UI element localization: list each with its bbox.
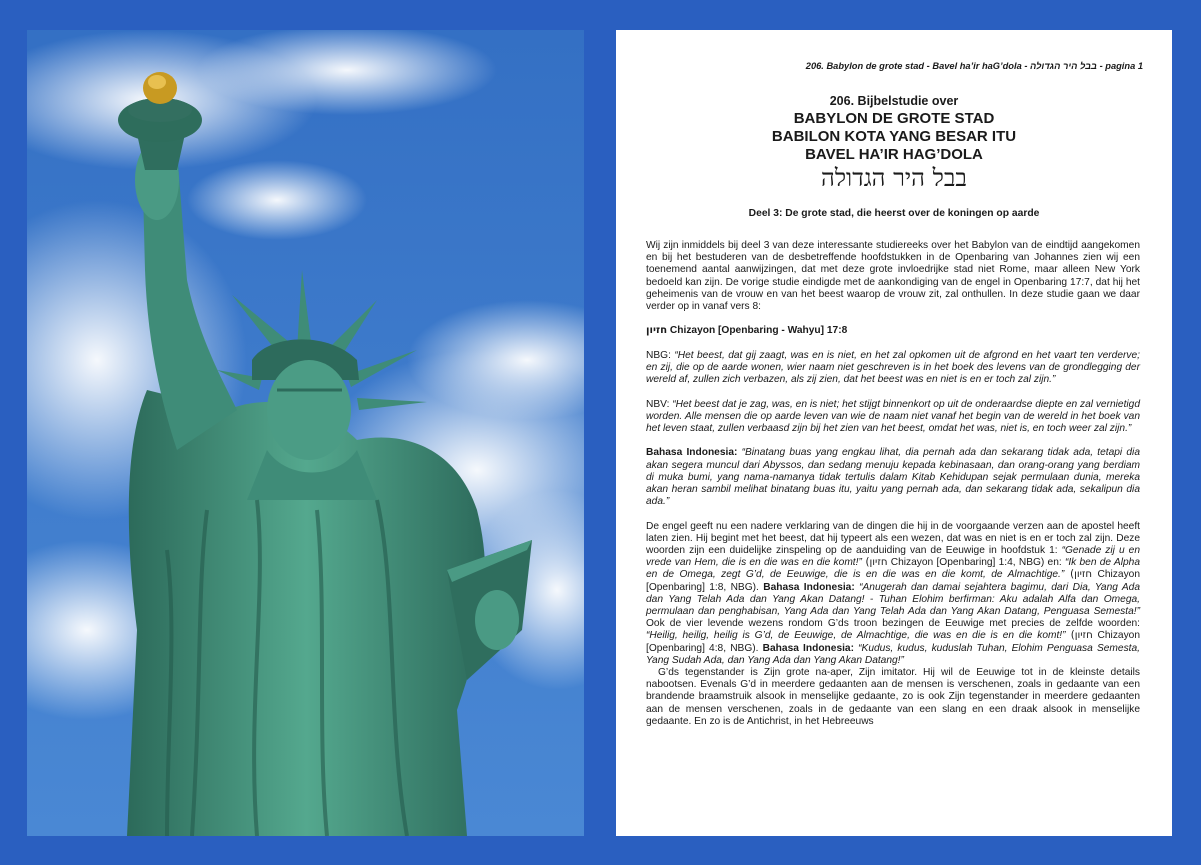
nbv-quote: “Het beest dat je zag, was, en is niet; het stijgt binnenkort op uit de onderaardse diepte en zal vernietigd worden. Alle mensen die op aarde leven van wie de naam niet vanaf het begin van de wereld in het boek van het leven staat, zullen verbaasd zijn bij het zien van het beest, omdat het was, niet is, en toch weer zal zijn.”: [646, 398, 1141, 434]
text-run: Ook de vier levende wezens rondom G’ds troon bezingen de Eeuwige met precies de zelfde woorden:: [646, 618, 1140, 630]
imitator-paragraph: G’ds tegenstander is Zijn grote na-aper, Zijn imitator. Hij wil de Eeuwige tot in de kleinste details nabootsen. Evenals G’d in meerdere gedaanten aan de mensen is verschenen, zoals in gedaante van een brandende braamstruik alsook in menselijke gedaante, zo is ook Zijn tegenstander in meerdere gedaanten aan de mensen verschenen, zoals in de gedaante van een slang en een draak alsook in menselijke gedaante. En zo is de Antichrist, in het Hebreeuws: [646, 667, 1140, 727]
scripture-reference: [646, 325, 1140, 337]
nbg-label: NBG:: [646, 349, 675, 361]
text-run: Chizayon [Openbaring] 1:4, NBG) en:: [887, 557, 1065, 569]
title-line-1: 206. Bijbelstudie over: [829, 94, 959, 108]
bahasa-label: Bahasa Indonesia:: [646, 447, 742, 459]
quote-run: “Heilig, heilig, heilig is G’d, de Eeuwige, de Almachtige, die was en die is en die komt!”: [646, 630, 1066, 642]
bahasa-quote: “Binatang buas yang engkau lihat, dia pernah ada dan sekarang tidak ada, tetapi dia akan segera muncul dari Abyssos, dan sedang menuju kepada kebinasaan, dan orang-orang yang berdiam di muka bumi, yang nama-namanya tidak tertulis dalam Kitab Kehidupan sejak permulaan dunia, mereka akan heran sambil melihat binatang buas itu, yaitu yang pernah ada, dan sekarang tidak ada, sekalipun dia ada.”: [646, 447, 1140, 508]
hebrew-run: (חזיון: [1065, 630, 1093, 642]
quote-run: “Anugerah dan damai sejahtera bagimu, dari Dia, Yang Ada dan Yang Telah Ada dan Yang Akan Datang! - Tuhan Elohim berfirman: Aku adalah Alfa dan Omega, permulaan dan penghabisan, Yang Ada dan Yang Telah Ada dan Yang Akan Datang, Penguasa Semesta!”: [646, 581, 1140, 618]
statue-of-liberty-photo: [27, 30, 584, 836]
ref-hebrew: חזיון: [646, 325, 668, 337]
text-run: Chizayon [Openbaring] 1:8, NBG).: [646, 569, 1140, 593]
hebrew-run: (חזיון: [861, 557, 888, 569]
nbv-label: NBV:: [646, 398, 673, 410]
nbg-quote: “Het beest, dat gij zaagt, was en is niet, en het zal opkomen uit de afgrond en het vaart ten verderve; en zij, die op de aarde wonen, wier naam niet geschreven is in het boek des levens van de grondlegging der wereld af, zullen zich verbazen, als zij zien, dat het beest was en niet is en er toch zal zijn.”: [646, 349, 1140, 386]
title-hebrew: בבל היר הגדולה: [821, 164, 967, 192]
commentary-paragraph: [646, 521, 1140, 667]
quote-run: “Ik ben de Alpha en de Omega, zegt G’d, de Eeuwige, die is en die was en die komt, de Almachtige.”: [646, 557, 1140, 581]
running-head: 206. Babylon de grote stad - Bavel ha’ir haG’dola - בבל היר הגדולה - pagina 1: [805, 61, 1143, 71]
bahasa-paragraph: [646, 447, 1140, 508]
bahasa-label: Bahasa Indonesia:: [763, 581, 855, 593]
document-body: [646, 240, 1140, 728]
hebrew-run: (חזיון: [1064, 569, 1093, 581]
part-subtitle: Deel 3: De grote stad, die heerst over de koningen op aarde: [748, 208, 1040, 219]
quote-run: “Kudus, kudus, kuduslah Tuhan, Elohim Penguasa Semesta, Yang Sudah Ada, dan Yang Ada dan Yang Akan Datang!”: [646, 642, 1140, 666]
intro-paragraph: Wij zijn inmiddels bij deel 3 van deze interessante studiereeks over het Babylon van de eindtijd aangekomen en bij het bestuderen van de desbetreffende hoofdstukken in de Openbaring van Johannes zien wij een toenemend aantal aanwijzingen, dat met deze grote invloedrijke stad niet Rome, maar alleen New York bedoeld kan zijn. De vorige studie eindigde met de aankondiging van de engel in Openbaring 17:7, dat hij het geheimenis van de vrouw en van het beest waarop de vrouw zit, zal onthullen. In deze studie gaan we daar verder op in vanaf vers 8:: [646, 240, 1140, 313]
text-run: De engel geeft nu een nadere verklaring van de dingen die hij in de voorgaande verzen aan de apostel heeft laten zien. Hij begint met het beest, dat hij typeert als een wezen, dat was en niet is en er toch zal zijn. Deze woorden zijn een duidelijke zinspeling op de aanduiding van de Eeuwige in hoofdstuk 1:: [646, 520, 1140, 556]
title-line-3: BABILON KOTA YANG BESAR ITU: [771, 128, 1017, 145]
nbv-paragraph: [646, 399, 1140, 436]
nbg-paragraph: [646, 350, 1140, 387]
bahasa-label: Bahasa Indonesia:: [762, 642, 854, 654]
document-page: [616, 30, 1172, 836]
quote-run: “Genade zij u en vrede van Hem, die is en die was en die komt!”: [646, 545, 1140, 569]
ref-text: Chizayon [Openbaring - Wahyu] 17:8: [667, 325, 848, 337]
title-line-4: BAVEL HA’IR HAG’DOLA: [805, 146, 983, 163]
title-line-2: BABYLON DE GROTE STAD: [793, 110, 995, 127]
text-run: Chizayon [Openbaring] 4:8, NBG).: [646, 630, 1141, 654]
